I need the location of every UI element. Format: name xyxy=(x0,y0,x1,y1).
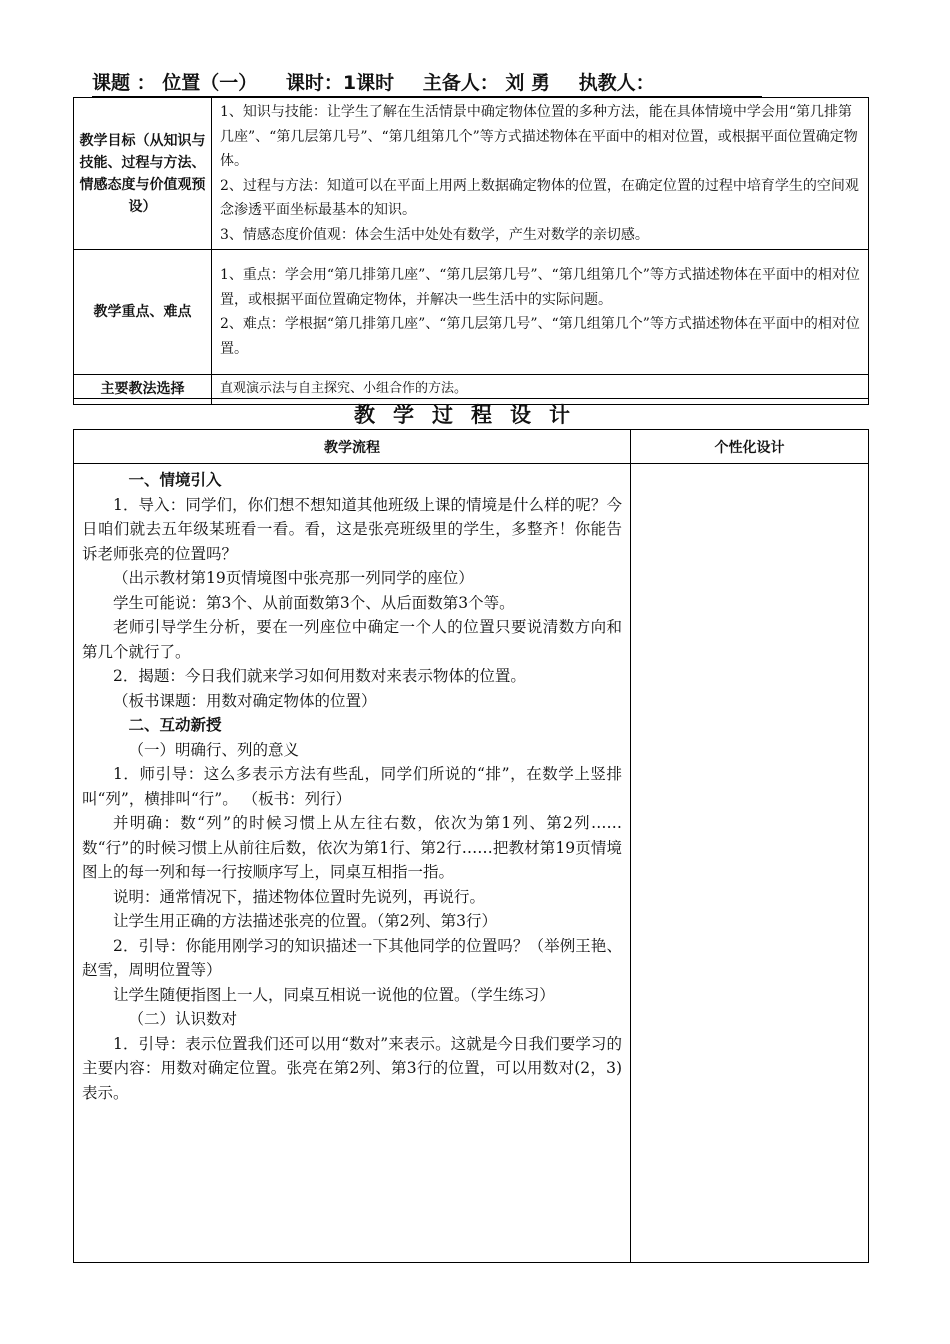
subsection-heading: （一）明确行、列的意义 xyxy=(128,740,300,759)
process-title-row xyxy=(74,399,869,430)
personal-design-cell xyxy=(631,464,869,1263)
focus-label: 教学重点、难点 xyxy=(74,250,212,375)
flow-paragraph: 2．引导：你能用刚学习的知识描述一下其他同学的位置吗？（举例王艳、赵雪，周明位置等） xyxy=(82,936,622,979)
focus-line: 1、重点：学会用“第几排第几座”、“第几层第几号”、“第几组第几个”等方式描述物体在平面中的相对位置，或根据平面位置确定物体，并解决一些生活中的实际问题。 xyxy=(220,267,860,308)
flow-paragraph: 让学生用正确的方法描述张亮的位置。（第2列、第3行） xyxy=(113,912,497,930)
goals-line: 1、知识与技能：让学生了解在生活情景中确定物体位置的多种方法，能在具体情境中学会用“第几排第几座”、“第几层第几号”、“第几组第几个”等方式描述物体在平面中的相对位置，或根据平面位置确定物体。 xyxy=(220,104,858,169)
lesson-preparer: 主备人： 刘 勇 xyxy=(422,72,550,94)
goals-line: 2、过程与方法：知道可以在平面上用两上数据确定物体的位置，在确定位置的过程中培育学生的空间观念渗透平面坐标最基本的知识。 xyxy=(220,177,859,218)
flow-paragraph: 1．师引导：这么多表示方法有些乱，同学们所说的“排”，在数学上竖排叫“列”，横排叫“行”。 （板书：列行） xyxy=(82,765,622,808)
flow-content xyxy=(74,464,631,1263)
process-title: 教学过程设计 xyxy=(74,399,869,430)
goals-label-text: 教学目标（从知识与技能、过程与方法、情感态度与价值观预设） xyxy=(79,132,206,215)
flow-paragraph: 学生可能说：第3个、从前面数第3个、从后面数第3个等。 xyxy=(113,593,515,612)
goals-label xyxy=(74,98,212,250)
section-heading: 一、情境引入 xyxy=(128,471,222,489)
flow-paragraph: 2．揭题：今日我们就来学习如何用数对来表示物体的位置。 xyxy=(113,667,526,685)
process-table xyxy=(73,398,869,1263)
focus-content xyxy=(212,250,869,375)
subsection-heading: （二）认识数对 xyxy=(128,1010,238,1028)
lesson-period: 课时：1课时 xyxy=(285,72,395,94)
goals-row xyxy=(74,98,869,250)
personal-column-header: 个性化设计 xyxy=(631,430,869,464)
flow-paragraph: （板书课题：用数对确定物体的位置） xyxy=(113,691,377,710)
process-body-row xyxy=(74,464,869,1263)
flow-paragraph: 并明确：数“列”的时候习惯上从左往右数，依次为第1列、第2列……数“行”的时候习惯上从前往后数，依次为第1行、第2行……把教材第19页情境图上的每一列和每一行按顺序写上，同桌互相指一指。 xyxy=(82,814,622,881)
lesson-teacher: 执教人： xyxy=(578,72,655,94)
flow-paragraph: 说明：通常情况下，描述物体位置时先说列，再说行。 xyxy=(113,887,486,906)
section-heading: 二、互动新授 xyxy=(128,716,222,734)
flow-paragraph: 让学生随便指图上一人，同桌互相说一说他的位置。（学生练习） xyxy=(113,985,555,1004)
focus-line: 2、难点：学根据“第几排第几座”、“第几层第几号”、“第几组第几个”等方式描述物体在平面中的相对位置。 xyxy=(220,316,860,357)
flow-paragraph: （出示教材第19页情境图中张亮那一列同学的座位） xyxy=(113,569,474,587)
method-label: 主要教法选择 xyxy=(74,375,212,405)
goals-content xyxy=(212,98,869,250)
process-header-row xyxy=(74,430,869,464)
method-content: 直观演示法与自主探究、小组合作的方法。 xyxy=(212,375,869,405)
flow-column-header: 教学流程 xyxy=(74,430,631,464)
lesson-header xyxy=(92,70,762,97)
lesson-info-table xyxy=(73,97,869,405)
flow-paragraph: 1．引导：表示位置我们还可以用“数对”来表示。这就是今日我们要学习的主要内容：用数对确定位置。张亮在第2列、第3行的位置，可以用数对(2，3)表示。 xyxy=(82,1034,622,1102)
lesson-topic: 课题 ： 位置（一） xyxy=(92,72,258,94)
flow-paragraph: 1．导入：同学们，你们想不想知道其他班级上课的情境是什么样的呢？今日咱们就去五年级某班看一看。看，这是张亮班级里的学生，多整齐！你能告诉老师张亮的位置吗？ xyxy=(82,495,622,563)
flow-paragraph: 老师引导学生分析，要在一列座位中确定一个人的位置只要说清数方向和第几个就行了。 xyxy=(82,618,622,661)
focus-row xyxy=(74,250,869,375)
goals-line: 3、情感态度价值观：体会生活中处处有数学，产生对数学的亲切感。 xyxy=(220,226,649,243)
